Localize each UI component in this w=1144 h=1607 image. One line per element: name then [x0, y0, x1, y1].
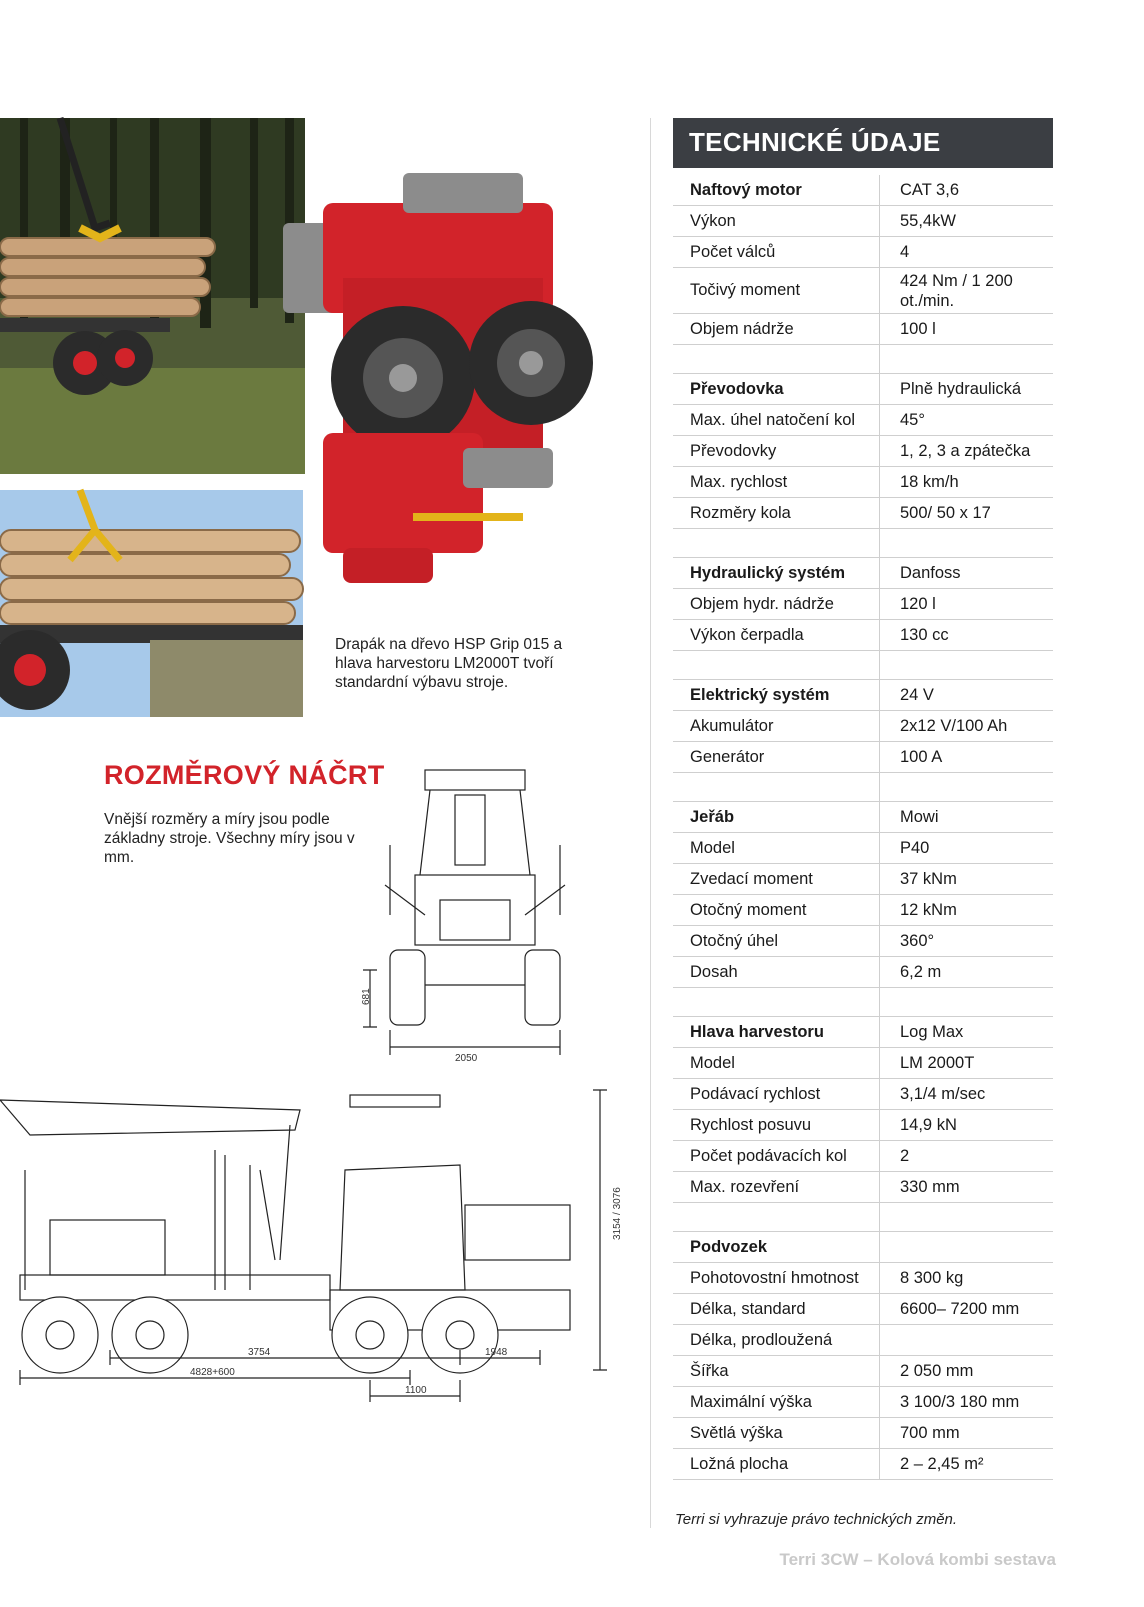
dim-side-d1: 3754 — [248, 1347, 271, 1358]
spec-value: 120 l — [900, 595, 936, 613]
spec-label: Šířka — [673, 1356, 880, 1386]
spec-label: Světlá výška — [673, 1418, 880, 1448]
spec-label: Max. rozevření — [673, 1172, 880, 1202]
spec-row — [673, 498, 1053, 529]
spec-label: Převodovky — [673, 436, 880, 466]
spec-row — [673, 589, 1053, 620]
dim-side-d2: 1948 — [485, 1347, 508, 1358]
spec-label: Model — [673, 833, 880, 863]
spec-label: Délka, prodloužená — [673, 1325, 880, 1355]
spec-value: 1, 2, 3 a zpátečka — [900, 442, 1031, 460]
spec-value: 12 kNm — [900, 901, 957, 919]
spec-row — [673, 1325, 1053, 1356]
side-view-drawing — [0, 1090, 623, 1440]
spec-label: Hydraulický systém — [673, 558, 880, 588]
spec-row — [673, 467, 1053, 498]
spec-row — [673, 1172, 1053, 1203]
spec-row — [673, 620, 1053, 651]
spec-label: Maximální výška — [673, 1387, 880, 1417]
spec-value: 2 — [900, 1147, 910, 1165]
spec-value: P40 — [900, 839, 930, 857]
spec-value: 18 km/h — [900, 473, 959, 491]
spec-value: CAT 3,6 — [900, 181, 959, 199]
spec-label: Zvedací moment — [673, 864, 880, 894]
spec-row — [673, 1418, 1053, 1449]
dim-front-height: 681 — [361, 988, 372, 1005]
spec-value — [880, 1325, 1053, 1355]
footer-product-name: Terri 3CW – Kolová kombi sestava — [779, 1550, 1056, 1569]
spec-label: Výkon — [673, 206, 880, 236]
spec-label: Rozměry kola — [673, 498, 880, 528]
spec-label: Otočný moment — [673, 895, 880, 925]
spec-row — [673, 1048, 1053, 1079]
spec-value: 55,4kW — [900, 212, 956, 230]
spec-value: 100 l — [900, 320, 936, 338]
spec-value: 6600– 7200 mm — [900, 1300, 1020, 1318]
spec-value: Plně hydraulická — [900, 380, 1022, 398]
spec-row — [673, 268, 1053, 314]
spec-value: 8 300 kg — [900, 1269, 964, 1287]
spec-row — [673, 680, 1053, 711]
spec-row — [673, 1356, 1053, 1387]
spec-value: 100 A — [900, 748, 943, 766]
spec-group-spacer — [673, 773, 1053, 802]
spec-value: 4 — [900, 243, 910, 261]
sketch-description: Vnější rozměry a míry jsou podle základny stroje. Všechny míry jsou v mm. — [104, 811, 355, 866]
spec-row — [673, 436, 1053, 467]
spec-row — [673, 1017, 1053, 1048]
spec-label: Dosah — [673, 957, 880, 987]
spec-value: 424 Nm / 1 200 ot./min. — [900, 271, 1013, 310]
spec-row — [673, 374, 1053, 405]
spec-label: Hlava harvestoru — [673, 1017, 880, 1047]
spec-row — [673, 833, 1053, 864]
spec-row — [673, 1110, 1053, 1141]
spec-value: 700 mm — [900, 1424, 960, 1442]
sketch-title: ROZMĚROVÝ NÁČRT — [104, 760, 385, 790]
specs-title: TECHNICKÉ ÚDAJE — [673, 118, 1053, 168]
spec-row — [673, 926, 1053, 957]
dim-front-width: 2050 — [455, 1053, 478, 1064]
spec-label: Pohotovostní hmotnost — [673, 1263, 880, 1293]
spec-value: Danfoss — [900, 564, 961, 582]
dim-side-height: 3154 / 3076 — [612, 1187, 623, 1240]
spec-value: 37 kNm — [900, 870, 957, 888]
spec-label: Elektrický systém — [673, 680, 880, 710]
spec-value: Log Max — [900, 1023, 964, 1041]
harvester-head-photo — [283, 168, 623, 608]
spec-label: Generátor — [673, 742, 880, 772]
spec-table — [673, 175, 1053, 1480]
spec-value: 24 V — [900, 686, 934, 704]
spec-label: Ložná plocha — [673, 1449, 880, 1479]
spec-row — [673, 742, 1053, 773]
spec-label: Počet podávacích kol — [673, 1141, 880, 1171]
spec-row — [673, 175, 1053, 206]
spec-label: Model — [673, 1048, 880, 1078]
spec-row — [673, 1294, 1053, 1325]
spec-row — [673, 237, 1053, 268]
spec-row — [673, 1079, 1053, 1110]
spec-value: LM 2000T — [900, 1054, 975, 1072]
spec-value: 45° — [900, 411, 925, 429]
spec-label: Podávací rychlost — [673, 1079, 880, 1109]
spec-label: Rychlost posuvu — [673, 1110, 880, 1140]
spec-value: 130 cc — [900, 626, 949, 644]
loaded-logs-photo — [0, 490, 303, 717]
spec-label: Akumulátor — [673, 711, 880, 741]
dim-side-d4: 1100 — [405, 1385, 427, 1396]
spec-label: Max. rychlost — [673, 467, 880, 497]
spec-value: 3 100/3 180 mm — [900, 1393, 1020, 1411]
spec-row — [673, 895, 1053, 926]
spec-label: Podvozek — [673, 1232, 880, 1262]
spec-value: 14,9 kN — [900, 1116, 957, 1134]
spec-group-spacer — [673, 345, 1053, 374]
photo-caption: Drapák na dřevo HSP Grip 015 a hlava harvestoru LM2000T tvoří standardní výbavu stroje. — [335, 636, 563, 691]
spec-value: 330 mm — [900, 1178, 960, 1196]
spec-label: Výkon čerpadla — [673, 620, 880, 650]
column-divider — [650, 118, 651, 1528]
spec-row — [673, 1387, 1053, 1418]
spec-value: 360° — [900, 932, 935, 950]
spec-value: 2x12 V/100 Ah — [900, 717, 1008, 735]
spec-label: Otočný úhel — [673, 926, 880, 956]
spec-value: 2 050 mm — [900, 1362, 974, 1380]
spec-label: Objem nádrže — [673, 314, 880, 344]
spec-group-spacer — [673, 1203, 1053, 1232]
spec-value — [880, 1232, 1053, 1262]
front-view-drawing — [345, 765, 595, 1065]
spec-row — [673, 558, 1053, 589]
spec-label: Točivý moment — [673, 268, 880, 313]
spec-label: Převodovka — [673, 374, 880, 404]
spec-group-spacer — [673, 988, 1053, 1017]
spec-row — [673, 864, 1053, 895]
spec-row — [673, 957, 1053, 988]
spec-row — [673, 802, 1053, 833]
spec-value: 500/ 50 x 17 — [900, 504, 991, 522]
dim-side-d3: 4828+600 — [190, 1367, 235, 1378]
spec-row — [673, 206, 1053, 237]
spec-row — [673, 1141, 1053, 1172]
spec-label: Jeřáb — [673, 802, 880, 832]
spec-row — [673, 1232, 1053, 1263]
forest-forwarder-photo — [0, 118, 305, 474]
spec-value: 6,2 m — [900, 963, 942, 981]
spec-row — [673, 314, 1053, 345]
spec-value: 3,1/4 m/sec — [900, 1085, 986, 1103]
spec-row — [673, 711, 1053, 742]
disclaimer: Terri si vyhrazuje právo technických změn. — [675, 1511, 958, 1528]
spec-value: 2 – 2,45 m² — [900, 1455, 984, 1473]
spec-label: Počet válců — [673, 237, 880, 267]
spec-label: Délka, standard — [673, 1294, 880, 1324]
spec-label: Objem hydr. nádrže — [673, 589, 880, 619]
spec-value: Mowi — [900, 808, 939, 826]
spec-row — [673, 1449, 1053, 1480]
spec-group-spacer — [673, 529, 1053, 558]
spec-label: Max. úhel natočení kol — [673, 405, 880, 435]
spec-row — [673, 405, 1053, 436]
spec-row — [673, 1263, 1053, 1294]
spec-group-spacer — [673, 651, 1053, 680]
spec-label: Naftový motor — [673, 175, 880, 205]
